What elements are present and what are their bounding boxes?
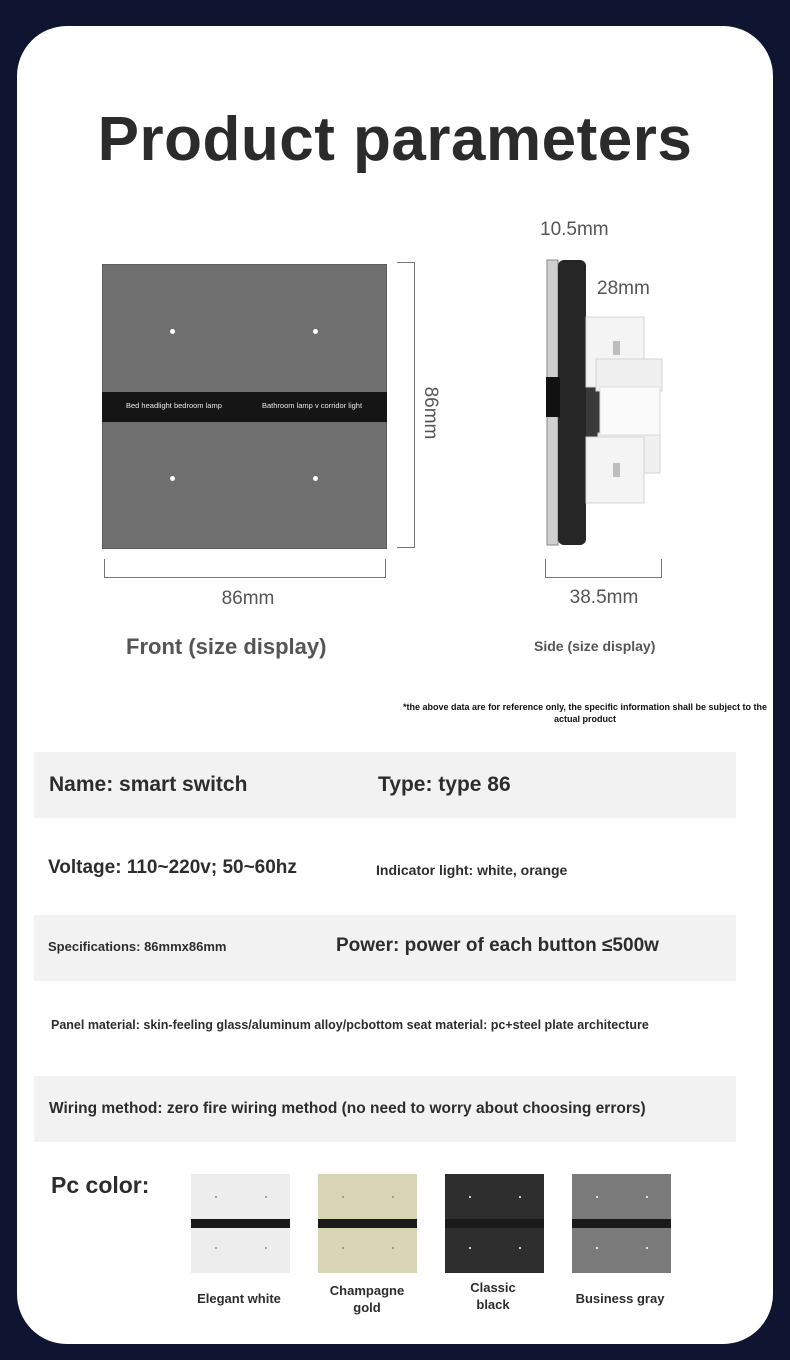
height-dimension-tick [397, 262, 415, 263]
swatch-indicator-dot [519, 1247, 521, 1249]
param-name: Name: smart switch [49, 773, 248, 796]
swatch-strip [318, 1219, 417, 1228]
strip-label-right: Bathroom lamp v corridor light [262, 401, 363, 410]
swatch-champagne-gold [318, 1174, 417, 1273]
side-bottom-label: 38.5mm [569, 587, 639, 608]
swatch-label: Business gray [575, 1291, 665, 1306]
swatch-indicator-dot [596, 1196, 598, 1198]
param-row-spec-power [34, 915, 736, 981]
swatch-business-gray [572, 1174, 671, 1273]
indicator-dot [170, 476, 175, 481]
reference-note: *the above data are for reference only, the specific information shall be subject to the actual product [403, 702, 767, 724]
swatch-indicator-dot [596, 1247, 598, 1249]
side-dimension-tick [661, 559, 662, 578]
height-dimension-tick [397, 547, 415, 548]
swatch-label: Elegant white [197, 1291, 281, 1306]
swatch-strip [191, 1219, 290, 1228]
param-wiring: Wiring method: zero fire wiring method (no need to worry about choosing errors) [49, 1100, 646, 1117]
side-dimension-tick [545, 559, 546, 578]
param-material: Panel material: skin-feeling glass/aluminum alloy/pcbottom seat material: pc+steel plate architecture [51, 1018, 649, 1032]
swatch-strip [445, 1219, 544, 1228]
swatch-indicator-dot [392, 1196, 394, 1198]
width-dimension-tick [385, 559, 386, 578]
side-view-image [540, 255, 670, 550]
swatch-indicator-dot [342, 1247, 344, 1249]
swatch-indicator-dot [469, 1247, 471, 1249]
param-row-name-type [34, 752, 736, 818]
swatch-indicator-dot [469, 1196, 471, 1198]
indicator-dot [313, 329, 318, 334]
side-depth-label: 28mm [597, 278, 650, 299]
front-caption: Front (size display) [126, 634, 327, 659]
indicator-dot [313, 476, 318, 481]
label-strip [102, 392, 387, 422]
height-dimension-line [414, 262, 415, 548]
swatch-indicator-dot [342, 1196, 344, 1198]
strip-label-left: Bed headlight bedroom lamp [126, 401, 222, 410]
front-width-label: 86mm [221, 588, 275, 609]
swatch-indicator-dot [646, 1196, 648, 1198]
indicator-dot [170, 329, 175, 334]
swatch-label: Champagne gold [329, 1283, 405, 1315]
param-indicator: Indicator light: white, orange [376, 862, 568, 878]
param-power: Power: power of each button ≤500w [336, 935, 659, 956]
page-title: Product parameters [97, 105, 693, 174]
swatch-indicator-dot [519, 1196, 521, 1198]
side-dimension-line [545, 577, 662, 578]
swatch-indicator-dot [646, 1247, 648, 1249]
swatch-classic-black [445, 1174, 544, 1273]
param-row-voltage [34, 836, 736, 902]
swatch-label: Classic black [470, 1280, 516, 1312]
pc-color-label: Pc color: [51, 1172, 150, 1198]
swatch-indicator-dot [392, 1247, 394, 1249]
front-height-label: 86mm [420, 386, 441, 440]
param-row-material [34, 996, 736, 1062]
swatch-indicator-dot [215, 1196, 217, 1198]
swatch-strip [572, 1219, 671, 1228]
swatch-elegant-white [191, 1174, 290, 1273]
side-top-label: 10.5mm [540, 219, 609, 240]
product-card [17, 26, 773, 1344]
swatch-indicator-dot [265, 1196, 267, 1198]
side-caption: Side (size display) [534, 638, 656, 654]
param-specifications: Specifications: 86mmx86mm [48, 939, 227, 954]
swatch-indicator-dot [265, 1247, 267, 1249]
front-panel-image [102, 264, 387, 549]
param-row-wiring [34, 1076, 736, 1142]
param-voltage: Voltage: 110~220v; 50~60hz [48, 857, 297, 878]
width-dimension-line [104, 577, 386, 578]
param-type: Type: type 86 [378, 773, 511, 796]
width-dimension-tick [104, 559, 105, 578]
swatch-indicator-dot [215, 1247, 217, 1249]
